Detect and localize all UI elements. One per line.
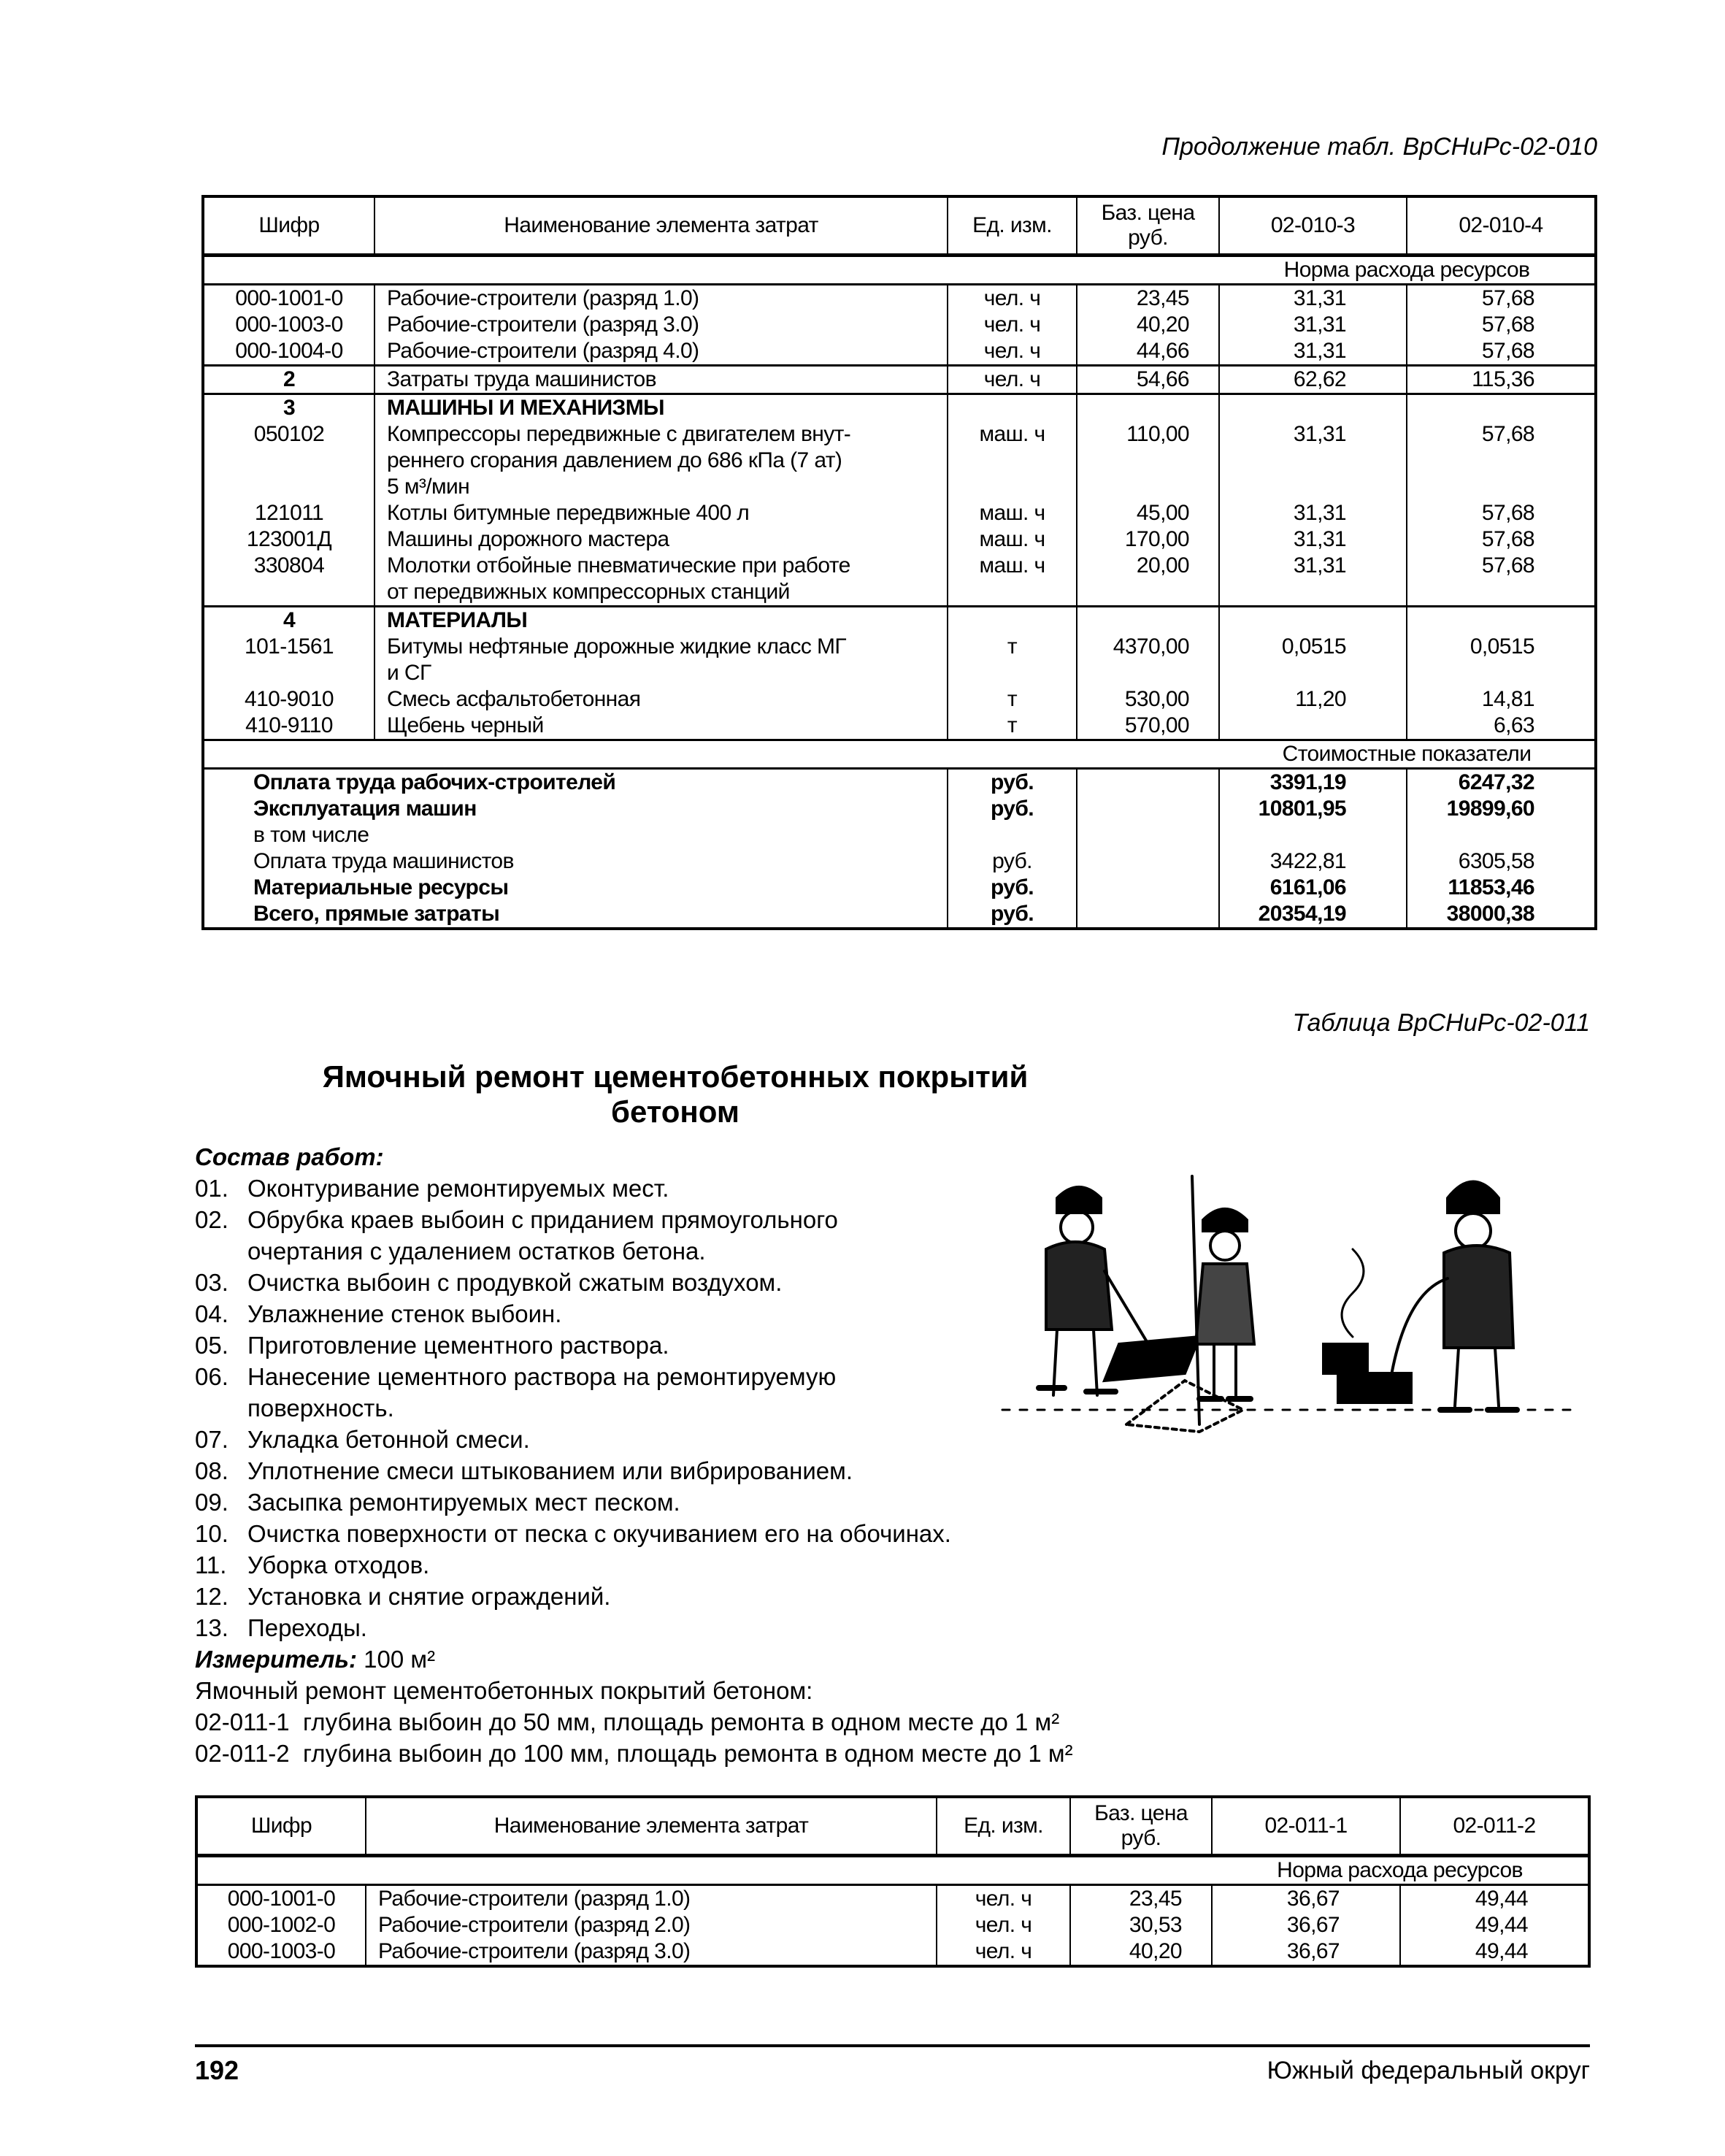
norm-a-value: 10801,95 — [1219, 796, 1407, 822]
norm-b-value: 6247,32 — [1407, 769, 1596, 797]
unit: маш. ч — [948, 500, 1077, 526]
norm-a-value: 36,67 — [1212, 1938, 1400, 1966]
column-header-unit: Ед. изм. — [937, 1797, 1070, 1856]
code: 123001Д — [203, 526, 374, 553]
code: 000-1001-0 — [196, 1885, 366, 1913]
norm-a-value: 6161,06 — [1219, 875, 1407, 901]
step-text: Обрубка краев выбоин с приданием прямоугольного — [247, 1206, 838, 1233]
unit: маш. ч — [948, 553, 1077, 579]
cost-element-name: Котлы битумные передвижные 400 л — [374, 500, 948, 526]
norm-b-value: 38000,38 — [1407, 901, 1596, 929]
step-number: 06. — [195, 1363, 228, 1390]
base-price — [1077, 579, 1219, 607]
base-price: 40,20 — [1070, 1938, 1212, 1966]
step-text: Очистка поверхности от песка с окучиванием его на обочинах. — [247, 1520, 951, 1547]
step-text: поверхность. — [247, 1395, 394, 1422]
base-price: 570,00 — [1077, 713, 1219, 740]
base-price — [1077, 448, 1219, 474]
norm-b-value — [1407, 448, 1596, 474]
band-label: Стоимостные показатели — [1282, 742, 1532, 766]
row-group — [196, 1856, 1589, 1885]
row-group — [203, 366, 1596, 394]
code: 000-1003-0 — [196, 1938, 366, 1966]
cost-element-name: МАШИНЫ И МЕХАНИЗМЫ — [374, 394, 948, 422]
norm-b-value — [1407, 822, 1596, 848]
column-header-base-price: Баз. цена руб. — [1077, 196, 1219, 256]
base-price — [1077, 769, 1219, 797]
work-step — [195, 1298, 1073, 1330]
summary-row — [203, 822, 1596, 848]
step-number: 13. — [195, 1614, 228, 1641]
column-header-norm-b: 02-010-4 — [1407, 196, 1596, 256]
cost-element-name: 5 м³/мин — [374, 474, 948, 500]
row-group — [203, 394, 1596, 607]
norm-a-value: 3422,81 — [1219, 848, 1407, 875]
work-step — [195, 1330, 1073, 1361]
unit: маш. ч — [948, 526, 1077, 553]
work-step — [195, 1455, 1073, 1486]
table-label: Таблица ВрСНиРс-02-011 — [1292, 1009, 1590, 1037]
step-text: Очистка выбоин с продувкой сжатым воздухом. — [247, 1269, 783, 1296]
variant-1 — [195, 1706, 1073, 1738]
norm-a-value: 31,31 — [1219, 500, 1407, 526]
summary-label: Оплата труда машинистов — [203, 848, 948, 875]
column-header-norm-a: 02-010-3 — [1219, 196, 1407, 256]
code — [203, 448, 374, 474]
unit: т — [948, 713, 1077, 740]
variant-code: 02-011-2 — [195, 1740, 290, 1767]
table-row — [203, 686, 1596, 713]
cost-table-02-011 — [195, 1795, 1591, 1968]
variant-text: глубина выбоин до 50 мм, площадь ремонта в одном месте до 1 м² — [303, 1708, 1060, 1735]
cost-element-name: Рабочие-строители (разряд 2.0) — [366, 1912, 937, 1938]
cost-element-name: Рабочие-строители (разряд 3.0) — [366, 1938, 937, 1966]
norm-b-value: 6,63 — [1407, 713, 1596, 740]
base-price: 20,00 — [1077, 553, 1219, 579]
norm-a-value: 31,31 — [1219, 285, 1407, 312]
base-price — [1077, 394, 1219, 422]
norm-b-value — [1407, 474, 1596, 500]
band-row — [203, 740, 1596, 769]
code: 330804 — [203, 553, 374, 579]
column-header-norm-b: 02-011-2 — [1400, 1797, 1589, 1856]
norm-a-value: 0,0515 — [1219, 634, 1407, 660]
base-price: 40,20 — [1077, 312, 1219, 338]
unit: руб. — [948, 796, 1077, 822]
cost-element-name: Рабочие-строители (разряд 1.0) — [374, 285, 948, 312]
base-price — [1077, 474, 1219, 500]
norm-a-value — [1219, 822, 1407, 848]
norm-b-value: 115,36 — [1407, 366, 1596, 394]
norm-b-value: 49,44 — [1400, 1912, 1589, 1938]
table-row — [203, 553, 1596, 579]
step-text: Приготовление цементного раствора. — [247, 1332, 669, 1359]
code: 4 — [203, 607, 374, 634]
unit: чел. ч — [948, 285, 1077, 312]
work-step — [195, 1518, 1073, 1549]
norm-a-value: 20354,19 — [1219, 901, 1407, 929]
base-price — [1077, 660, 1219, 686]
row-group — [196, 1885, 1589, 1967]
footer-region: Южный федеральный округ — [1267, 2057, 1590, 2084]
base-price: 530,00 — [1077, 686, 1219, 713]
footer-divider — [195, 2044, 1590, 2047]
step-text: Нанесение цементного раствора на ремонтируемую — [247, 1363, 837, 1390]
base-price: 23,45 — [1077, 285, 1219, 312]
unit: чел. ч — [948, 338, 1077, 366]
step-number: 09. — [195, 1489, 228, 1516]
header-row — [196, 1797, 1589, 1856]
summary-label: Оплата труда рабочих-строителей — [203, 769, 948, 797]
norm-b-value: 11853,46 — [1407, 875, 1596, 901]
section-heading-line-2: бетоном — [611, 1094, 739, 1129]
cost-element-name: Щебень черный — [374, 713, 948, 740]
code — [203, 474, 374, 500]
column-header-name: Наименование элемента затрат — [366, 1797, 937, 1856]
norm-b-value: 6305,58 — [1407, 848, 1596, 875]
cost-element-name: Рабочие-строители (разряд 4.0) — [374, 338, 948, 366]
norm-b-value — [1407, 579, 1596, 607]
norm-a-value: 36,67 — [1212, 1885, 1400, 1913]
norm-b-value: 57,68 — [1407, 312, 1596, 338]
worker-left-figure — [1039, 1187, 1199, 1395]
table-row — [203, 713, 1596, 740]
step-number: 11. — [195, 1551, 227, 1578]
step-text: очертания с удалением остатков бетона. — [247, 1238, 706, 1265]
band-label: Норма расхода ресурсов — [1283, 258, 1530, 282]
work-step — [195, 1612, 1073, 1643]
code: 000-1003-0 — [203, 312, 374, 338]
unit: чел. ч — [937, 1912, 1070, 1938]
step-text: Уплотнение смеси штыкованием или вибрированием. — [247, 1457, 853, 1484]
work-step — [195, 1581, 1073, 1612]
base-price: 23,45 — [1070, 1885, 1212, 1913]
unit — [948, 607, 1077, 634]
code: 121011 — [203, 500, 374, 526]
step-text: Установка и снятие ограждений. — [247, 1583, 611, 1610]
band-spacer — [196, 1856, 1212, 1885]
cost-element-name: Машины дорожного мастера — [374, 526, 948, 553]
step-number: 10. — [195, 1520, 228, 1547]
meter-line — [195, 1643, 1073, 1675]
step-number: 05. — [195, 1332, 228, 1359]
unit — [948, 448, 1077, 474]
code — [203, 660, 374, 686]
norm-b-value: 49,44 — [1400, 1885, 1589, 1913]
column-header-norm-a: 02-011-1 — [1212, 1797, 1400, 1856]
step-number — [195, 1392, 247, 1424]
cost-element-name: Рабочие-строители (разряд 1.0) — [366, 1885, 937, 1913]
norm-b-value — [1407, 660, 1596, 686]
base-price: 44,66 — [1077, 338, 1219, 366]
norm-a-value: 31,31 — [1219, 526, 1407, 553]
cost-table-02-010 — [201, 195, 1597, 930]
base-price — [1077, 875, 1219, 901]
summary-label: Материальные ресурсы — [203, 875, 948, 901]
step-number: 01. — [195, 1175, 228, 1202]
norm-a-value — [1219, 607, 1407, 634]
table-row — [203, 312, 1596, 338]
band-spacer — [203, 740, 1219, 769]
column-header-unit: Ед. изм. — [948, 196, 1077, 256]
step-number: 03. — [195, 1269, 228, 1296]
norm-a-value: 3391,19 — [1219, 769, 1407, 797]
step-number — [195, 1235, 247, 1267]
norm-b-value — [1407, 394, 1596, 422]
code: 410-9110 — [203, 713, 374, 740]
cost-element-name: Рабочие-строители (разряд 3.0) — [374, 312, 948, 338]
header-row — [203, 196, 1596, 256]
base-price: 4370,00 — [1077, 634, 1219, 660]
column-header-code: Шифр — [203, 196, 374, 256]
unit: т — [948, 634, 1077, 660]
norm-a-value: 31,31 — [1219, 553, 1407, 579]
work-step — [195, 1235, 1073, 1267]
code: 101-1561 — [203, 634, 374, 660]
table-row — [203, 607, 1596, 634]
unit: т — [948, 686, 1077, 713]
norm-b-value: 57,68 — [1407, 285, 1596, 312]
worker-middle-figure — [1126, 1176, 1254, 1432]
unit — [948, 660, 1077, 686]
unit: чел. ч — [948, 366, 1077, 394]
step-text: Увлажнение стенок выбоин. — [247, 1300, 562, 1327]
work-step — [195, 1392, 1073, 1424]
base-price — [1077, 901, 1219, 929]
table-row — [203, 500, 1596, 526]
unit — [948, 822, 1077, 848]
unit: руб. — [948, 901, 1077, 929]
cost-element-name: Смесь асфальтобетонная — [374, 686, 948, 713]
work-step — [195, 1361, 1073, 1392]
work-step — [195, 1486, 1073, 1518]
unit: руб. — [948, 769, 1077, 797]
step-text: Засыпка ремонтируемых мест песком. — [247, 1489, 680, 1516]
cost-element-name: реннего сгорания давлением до 686 кПа (7 ат) — [374, 448, 948, 474]
table-row — [203, 660, 1596, 686]
table-row — [196, 1885, 1589, 1913]
base-price: 30,53 — [1070, 1912, 1212, 1938]
step-number: 07. — [195, 1426, 228, 1453]
norm-b-value: 57,68 — [1407, 421, 1596, 448]
meter-value: 100 м² — [364, 1646, 436, 1673]
summary-row — [203, 769, 1596, 797]
norm-b-value: 57,68 — [1407, 526, 1596, 553]
unit: маш. ч — [948, 421, 1077, 448]
unit — [948, 579, 1077, 607]
base-price — [1077, 796, 1219, 822]
row-group — [203, 285, 1596, 366]
row-group — [203, 256, 1596, 285]
code: 050102 — [203, 421, 374, 448]
unit — [948, 394, 1077, 422]
base-price — [1077, 822, 1219, 848]
cost-element-name: от передвижных компрессорных станций — [374, 579, 948, 607]
norm-b-value: 14,81 — [1407, 686, 1596, 713]
row-group — [203, 769, 1596, 929]
band-spacer — [203, 256, 1219, 285]
worker-right-figure — [1323, 1182, 1517, 1411]
code: 000-1002-0 — [196, 1912, 366, 1938]
table-row — [203, 338, 1596, 366]
unit: руб. — [948, 848, 1077, 875]
work-step — [195, 1267, 1073, 1298]
norm-b-value: 19899,60 — [1407, 796, 1596, 822]
column-header-base-price: Баз. цена руб. — [1070, 1797, 1212, 1856]
table-row — [203, 579, 1596, 607]
code: 2 — [203, 366, 374, 394]
norm-b-value: 57,68 — [1407, 500, 1596, 526]
base-price: 54,66 — [1077, 366, 1219, 394]
base-price: 45,00 — [1077, 500, 1219, 526]
step-number: 02. — [195, 1206, 228, 1233]
row-group — [203, 607, 1596, 740]
step-number: 04. — [195, 1300, 228, 1327]
norm-b-value: 0,0515 — [1407, 634, 1596, 660]
step-number: 08. — [195, 1457, 228, 1484]
base-price — [1077, 607, 1219, 634]
norm-b-value: 57,68 — [1407, 553, 1596, 579]
unit: чел. ч — [937, 1938, 1070, 1966]
unit: руб. — [948, 875, 1077, 901]
variant-2 — [195, 1738, 1073, 1769]
band-label: Норма расхода ресурсов — [1277, 1858, 1523, 1882]
table-row — [203, 421, 1596, 448]
variant-text: глубина выбоин до 100 мм, площадь ремонта в одном месте до 1 м² — [303, 1740, 1073, 1767]
summary-label: Всего, прямые затраты — [203, 901, 948, 929]
table-row — [196, 1938, 1589, 1966]
norm-a-value — [1219, 448, 1407, 474]
table-row — [203, 474, 1596, 500]
table-row — [203, 634, 1596, 660]
cost-element-name: Битумы нефтяные дорожные жидкие класс МГ — [374, 634, 948, 660]
norm-a-value — [1219, 394, 1407, 422]
summary-row — [203, 875, 1596, 901]
norm-a-value — [1219, 660, 1407, 686]
code: 3 — [203, 394, 374, 422]
code — [203, 579, 374, 607]
base-price — [1077, 848, 1219, 875]
work-steps-list — [195, 1173, 1073, 1643]
continuation-title: Продолжение табл. ВрСНиРс-02-010 — [1161, 133, 1597, 161]
cost-element-name: МАТЕРИАЛЫ — [374, 607, 948, 634]
norm-a-value: 31,31 — [1219, 312, 1407, 338]
code: 000-1004-0 — [203, 338, 374, 366]
norm-a-value: 36,67 — [1212, 1912, 1400, 1938]
table-row — [203, 366, 1596, 394]
work-step — [195, 1424, 1073, 1455]
summary-row — [203, 901, 1596, 929]
row-group — [203, 740, 1596, 769]
work-step — [195, 1204, 1073, 1235]
norm-a-value — [1219, 579, 1407, 607]
work-step — [195, 1173, 1073, 1204]
cost-element-name: Затраты труда машинистов — [374, 366, 948, 394]
table-row — [196, 1912, 1589, 1938]
step-text: Укладка бетонной смеси. — [247, 1426, 530, 1453]
table-row — [203, 526, 1596, 553]
code: 410-9010 — [203, 686, 374, 713]
norm-b-value: 57,68 — [1407, 338, 1596, 366]
unit: чел. ч — [948, 312, 1077, 338]
description: Ямочный ремонт цементобетонных покрытий бетоном: — [195, 1677, 813, 1704]
norm-a-value — [1219, 713, 1407, 740]
band-row — [196, 1856, 1589, 1885]
norm-a-value — [1219, 474, 1407, 500]
meter-label: Измеритель: — [195, 1646, 357, 1673]
norm-a-value: 31,31 — [1219, 421, 1407, 448]
table-row — [203, 285, 1596, 312]
work-step — [195, 1549, 1073, 1581]
column-header-code: Шифр — [196, 1797, 366, 1856]
workers-illustration — [995, 1169, 1579, 1439]
work-composition — [195, 1141, 1073, 1769]
step-text: Переходы. — [247, 1614, 367, 1641]
band-row — [203, 256, 1596, 285]
column-header-name: Наименование элемента затрат — [374, 196, 948, 256]
norm-a-value: 11,20 — [1219, 686, 1407, 713]
table-row — [203, 448, 1596, 474]
step-text: Оконтуривание ремонтируемых мест. — [247, 1175, 669, 1202]
base-price: 110,00 — [1077, 421, 1219, 448]
step-text: Уборка отходов. — [247, 1551, 430, 1578]
cost-element-name: и СГ — [374, 660, 948, 686]
summary-label: Эксплуатация машин — [203, 796, 948, 822]
norm-b-value — [1407, 607, 1596, 634]
step-number: 12. — [195, 1583, 228, 1610]
norm-a-value: 62,62 — [1219, 366, 1407, 394]
page-number: 192 — [195, 2055, 239, 2085]
summary-label: в том числе — [203, 822, 948, 848]
norm-a-value: 31,31 — [1219, 338, 1407, 366]
unit: чел. ч — [937, 1885, 1070, 1913]
unit — [948, 474, 1077, 500]
base-price: 170,00 — [1077, 526, 1219, 553]
summary-row — [203, 848, 1596, 875]
code: 000-1001-0 — [203, 285, 374, 312]
cost-element-name: Молотки отбойные пневматические при работе — [374, 553, 948, 579]
norm-b-value: 49,44 — [1400, 1938, 1589, 1966]
section-heading-line-1: Ямочный ремонт цементобетонных покрытий — [322, 1059, 1029, 1094]
cost-element-name: Компрессоры передвижные с двигателем внут- — [374, 421, 948, 448]
summary-row — [203, 796, 1596, 822]
table-row — [203, 394, 1596, 422]
variant-code: 02-011-1 — [195, 1708, 290, 1735]
work-composition-title: Состав работ: — [195, 1143, 384, 1170]
